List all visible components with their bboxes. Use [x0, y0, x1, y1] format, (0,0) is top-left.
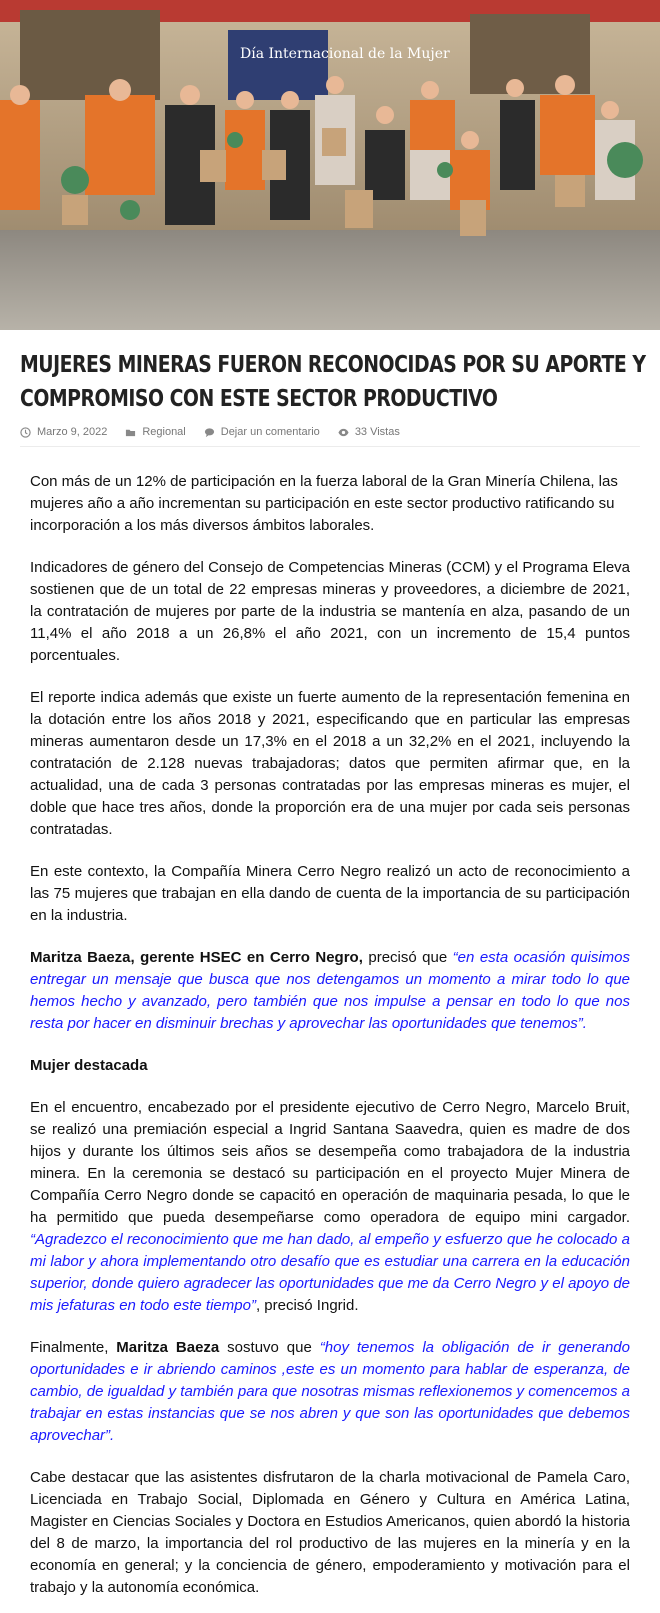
meta-category-link[interactable]: Regional	[142, 426, 186, 438]
article-meta	[20, 426, 640, 447]
quote-3: “hoy tenemos la obligación de ir generando oportunidades e ir abriendo caminos ,este es un momento para hablar de esperanza, de cambio, de igualdad y también para que nosotras mismas reflexionemos y comencemos a trabajar en estas instancias que se nos abren y que son las oportunidades que debemos aprovechar”.	[30, 1339, 630, 1444]
paragraph-8: Cabe destacar que las asistentes disfrutaron de la charla motivacional de Pamela Caro, Licenciada en Trabajo Social, Diplomada en Género y Cultura en América Latina, Magister en Ciencias Sociales y Doctora en Estudios Americanos, quien abordó la historia del 8 de marzo, la importancia del rol productivo de las mujeres en la minería y en la economía en general; y la conciencia de género, empoderamiento y motivación para el trabajo y la autonomía económica.	[30, 1469, 630, 1596]
meta-views-text: 33 Vistas	[354, 426, 400, 438]
paragraph-5-mid: precisó que	[362, 949, 453, 966]
banner-text: Día Internacional de la Mujer	[240, 46, 450, 62]
quote-1: “en esta ocasión quisimos entregar un mensaje que busca que nos detengamos un momento a mirar todo lo que hemos hecho y avanzado, pero también que nos impulse a pensar en todo lo que nos resta por hacer en disminuir brechas y aprovechar las oportunidades que tenemos”.	[30, 949, 630, 1032]
article-body	[20, 447, 640, 1599]
group-photo-illustration	[0, 0, 660, 330]
clock-icon	[20, 427, 31, 438]
quote-2: “Agradezco el reconocimiento que me han dado, al empeño y esfuerzo que he colocado a mi labor y ahora implementando otro desafío que es estudiar una carrera en la educación superior, donde quiero agradecer las oportunidades que me da Cerro Negro y el apoyo de mis jefaturas en todo este tiempo”	[30, 1231, 630, 1314]
hero-photo	[0, 0, 660, 330]
meta-category[interactable]	[125, 426, 185, 438]
meta-date-text: Marzo 9, 2022	[37, 426, 108, 438]
subheading: Mujer destacada	[30, 1057, 148, 1074]
paragraph-2: Indicadores de género del Consejo de Competencias Mineras (CCM) y el Programa Eleva sostienen que de un total de 22 empresas mineras y proveedores, a diciembre de 2021, la contratación de mujeres por parte de la industria se mantenía en alza, pasando de un 11,4% el año 2018 a un 26,8% el año 2021, con un incremento de 15,4 puntos porcentuales.	[30, 559, 630, 664]
eye-icon	[338, 427, 349, 438]
meta-views	[338, 426, 400, 438]
paragraph-6-end: , precisó Ingrid.	[255, 1297, 359, 1314]
speaker-name-2: Maritza Baeza	[116, 1339, 220, 1356]
meta-date	[20, 426, 107, 438]
paragraph-6-text: En el encuentro, encabezado por el presidente ejecutivo de Cerro Negro, Marcelo Bruit, se realizó una premiación especial a Ingrid Santana Saavedra, quien es madre de dos hijos y durante los últimos seis años se desempeña como trabajadora de la industria minera. En la ceremonia se destacó su participación en el proyecto Mujer Minera de Compañía Cerro Negro donde se capacitó en operación de maquinaria pesada, lo que le ha permitido que pueda desempeñarse como operadora de equipo mini cargador.	[30, 1099, 630, 1226]
paragraph-7	[30, 1337, 630, 1447]
paragraph-3: El reporte indica además que existe un fuerte aumento de la representación femenina en la dotación entre los años 2018 y 2021, especificando que en particular las empresas mineras aumentaron desde un 17,3% en el 2018 a un 32,2% en el 2021, incluyendo la contratación de 2.128 nuevas trabajadoras; datos que permiten afirmar que, en la actualidad, una de cada 3 personas contratadas por las empresas mineras es mujer, el doble que hace tres años, donde la proporción era de una mujer por cada seis personas contratadas.	[30, 689, 630, 838]
speaker-name: Maritza Baeza, gerente HSEC en Cerro Negro,	[30, 949, 363, 966]
paragraph-4: En este contexto, la Compañía Minera Cerro Negro realizó un acto de reconocimiento a las 75 mujeres que trabajan en ella dando de cuenta de la importancia de su participación en la industria.	[30, 863, 630, 924]
article-title: MUJERES MINERAS FUERON RECONOCIDAS POR SU APORTE Y COMPROMISO CON ESTE SECTOR PRODUCTIVO	[20, 352, 646, 412]
paragraph-7-start: Finalmente,	[30, 1339, 117, 1356]
paragraph-5	[30, 947, 630, 1035]
comment-icon	[204, 427, 215, 438]
paragraph-6	[30, 1097, 630, 1317]
meta-comments-link[interactable]: Dejar un comentario	[220, 426, 320, 438]
meta-comments[interactable]	[204, 426, 320, 438]
paragraph-1: Con más de un 12% de participación en la fuerza laboral de la Gran Minería Chilena, las mujeres año a año incrementan su participación en este sector productivo ratificando su incorporación a los más diversos ámbitos laborales.	[30, 473, 618, 534]
folder-icon	[125, 427, 136, 438]
paragraph-7-mid: sostuvo que	[219, 1339, 320, 1356]
